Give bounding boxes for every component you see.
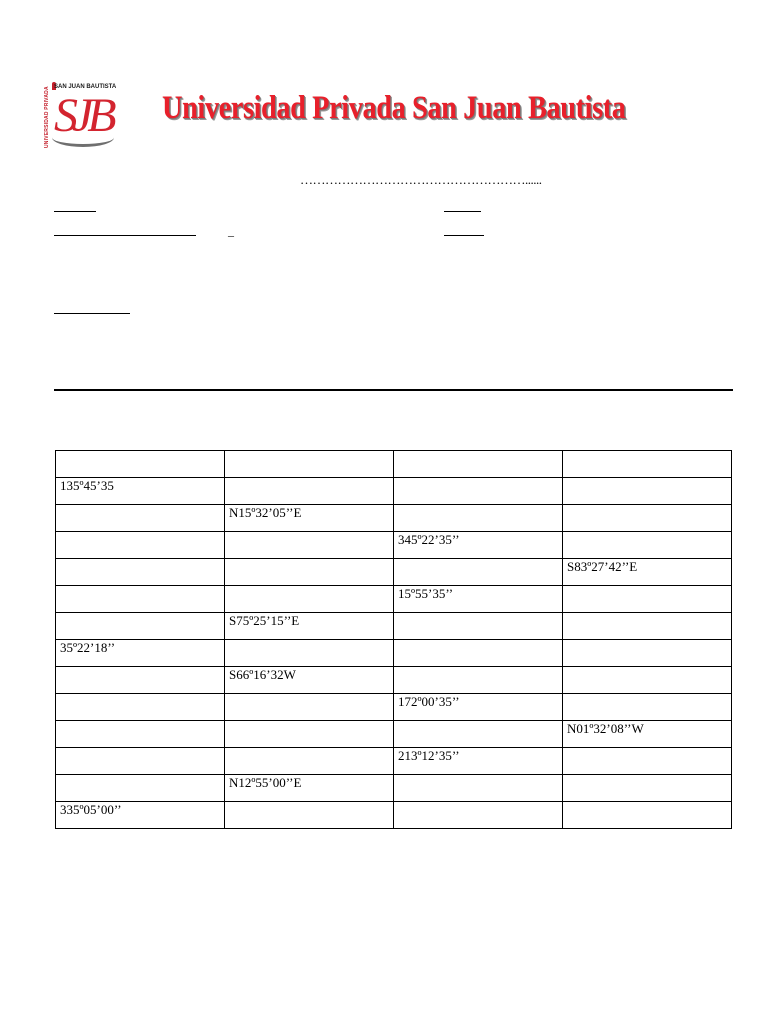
- table-cell: [394, 775, 563, 802]
- table-cell: [394, 505, 563, 532]
- blank-field-underline: [54, 313, 130, 314]
- table-cell: [563, 667, 732, 694]
- table-cell: [225, 532, 394, 559]
- blank-field-underline: [444, 211, 481, 212]
- table-cell: N01º32’08’’W: [563, 721, 732, 748]
- table-row: [56, 640, 732, 667]
- table-cell: [563, 802, 732, 829]
- table-cell: [225, 586, 394, 613]
- table-cell: [563, 532, 732, 559]
- logo-top-text: SAN JUAN BAUTISTA: [54, 84, 117, 90]
- table-cell: [225, 721, 394, 748]
- table-row: [56, 478, 732, 505]
- table-row: [56, 613, 732, 640]
- table-row: [56, 667, 732, 694]
- table-cell: [56, 667, 225, 694]
- table-cell: S83º27’42’’E: [563, 559, 732, 586]
- university-title: Universidad Privada San Juan Bautista: [162, 90, 626, 126]
- table-cell: [563, 478, 732, 505]
- table-cell: 335º05’00’’: [56, 802, 225, 829]
- table-cell: [394, 478, 563, 505]
- table-cell: [563, 586, 732, 613]
- table-cell: [394, 559, 563, 586]
- logo-letters: SJB: [54, 89, 111, 142]
- table-cell: 213º12’35’’: [394, 748, 563, 775]
- table-cell: [56, 559, 225, 586]
- table-cell: [394, 451, 563, 478]
- table-cell: [56, 451, 225, 478]
- table-cell: [225, 451, 394, 478]
- table-cell: [56, 532, 225, 559]
- university-logo: [44, 82, 116, 148]
- table-cell: [56, 775, 225, 802]
- logo-swoosh: [52, 128, 114, 147]
- bearings-table: [55, 450, 732, 829]
- table-cell: 135º45’35: [56, 478, 225, 505]
- table-cell: [56, 748, 225, 775]
- table-cell: 345º22’35’’: [394, 532, 563, 559]
- table-cell: S66º16’32W: [225, 667, 394, 694]
- table-cell: [394, 721, 563, 748]
- table-cell: [563, 640, 732, 667]
- table-row: [56, 775, 732, 802]
- table-cell: [56, 586, 225, 613]
- table-cell: [563, 505, 732, 532]
- table-row: [56, 559, 732, 586]
- table-cell: [225, 559, 394, 586]
- table-row: [56, 505, 732, 532]
- blank-field-dash: –: [228, 228, 234, 242]
- table-cell: [56, 613, 225, 640]
- table-row: [56, 721, 732, 748]
- table-cell: [563, 451, 732, 478]
- logo-vertical-text: UNIVERSIDAD PRIVADA: [44, 86, 50, 148]
- table-cell: [563, 775, 732, 802]
- table-row: [56, 586, 732, 613]
- table-cell: [563, 694, 732, 721]
- table-row: [56, 802, 732, 829]
- dotted-title-line: ………………………………………………......: [300, 172, 542, 187]
- table-cell: N12º55’00’’E: [225, 775, 394, 802]
- table-cell: [225, 748, 394, 775]
- table-row: [56, 451, 732, 478]
- table-cell: [56, 721, 225, 748]
- section-divider: [54, 389, 733, 391]
- blank-field-underline: [54, 211, 96, 212]
- table-cell: [225, 478, 394, 505]
- table-cell: [394, 667, 563, 694]
- table-cell: [394, 613, 563, 640]
- blank-field-underline: [444, 235, 484, 236]
- table-cell: 172º00’35’’: [394, 694, 563, 721]
- table-row: [56, 532, 732, 559]
- table-cell: [563, 613, 732, 640]
- blank-field-underline: [54, 235, 196, 236]
- table-cell: N15º32’05’’E: [225, 505, 394, 532]
- table-cell: [56, 694, 225, 721]
- table-cell: [394, 640, 563, 667]
- table-cell: [394, 802, 563, 829]
- table-cell: [225, 640, 394, 667]
- table-cell: [563, 748, 732, 775]
- table-cell: 15º55’35’’: [394, 586, 563, 613]
- table-cell: [56, 505, 225, 532]
- table-cell: [225, 802, 394, 829]
- table-cell: S75º25’15’’E: [225, 613, 394, 640]
- table-row: [56, 694, 732, 721]
- table-cell: 35º22’18’’: [56, 640, 225, 667]
- table-row: [56, 748, 732, 775]
- table-cell: [225, 694, 394, 721]
